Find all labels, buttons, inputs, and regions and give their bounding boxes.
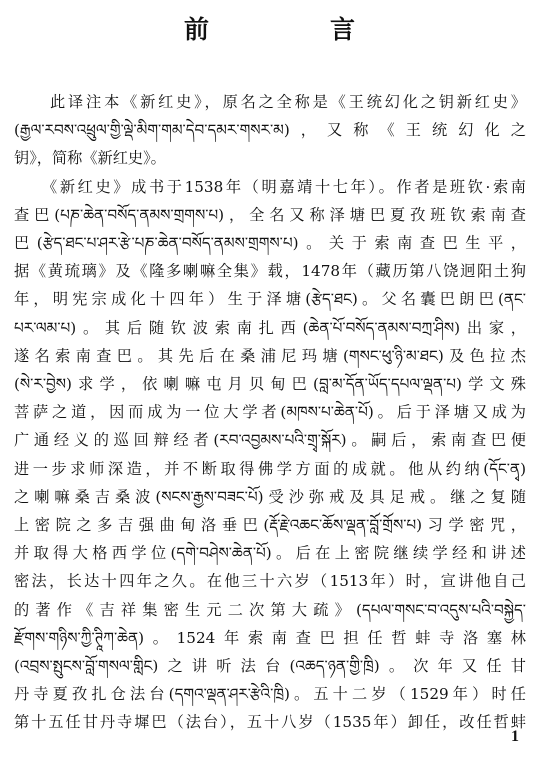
text-line: (སེ་ར་བྱེས)求学，依喇嘛屯月贝甸巴(བླ་མ་དོན་ཡོད་དཔལ་ལྡན་པ)学文殊	[14, 375, 526, 394]
text-line: 遂名索南查巴。其先后在桑浦尼玛塘(གསང་ཕུ་ཉི་མ་ཐང)及色拉杰	[14, 346, 526, 365]
text-line: 的著作《吉祥集密生元二次第大疏》(དཔལ་གསང་བ་འདུས་པའི་བསྐྱེད་	[14, 600, 526, 619]
paragraph	[14, 173, 526, 737]
text-line: 《新红史》成书于1538年（明嘉靖十七年）。作者是班钦·索南	[14, 177, 526, 196]
text-line: (རྒྱལ་རབས་འཕྲུལ་གྱི་ལྡེ་མིག་གམ་དེབ་དམར་གསར་མ)，又称《王统幻化之	[14, 121, 526, 140]
text-line: 之喇嘛桑吉桑波(སངས་རྒྱས་བཟང་པོ)受沙弥戒及具足戒。继之复随	[14, 487, 526, 506]
text-line: 丹寺夏孜扎仓法台(དགའ་ལྡན་ཤར་རྩེའི་ཁྲི)。五十二岁（1529年）时任	[14, 685, 526, 704]
text-line: 上密院之多吉强曲甸洛垂巴(རྡོ་རྗེ་འཆང་ཆོས་ལྡན་བློ་གྲོས་པ)习学密咒，	[14, 516, 526, 535]
body-text	[14, 88, 526, 737]
text-line: 第十五任甘丹寺墀巴（法台），五十八岁（1535年）卸任，改任哲蚌	[14, 713, 526, 732]
text-line: 此译注本《新红史》，原名之全称是《王统幻化之钥新红史》	[14, 93, 526, 111]
text-line: པར་ལམ་པ)。其后随钦波索南扎西(ཆེན་པོ་བསོད་ནམས་བཀྲ་ཤིས)出家，	[14, 318, 526, 337]
page-number: 1	[511, 728, 519, 745]
text-line: 并取得大格西学位(དགེ་བཤེས་ཆེན་པོ)。后在上密院继续学经和讲述	[14, 544, 526, 563]
text-line: 年，明宪宗成化十四年）生于泽塘(རྩེད་ཐང)。父名囊巴朗巴(ནང་	[14, 290, 526, 309]
text-line: 巴(རྩེད་ཐང་པ་ཤར་རྩེ་པཎ་ཆེན་བསོད་ནམས་གྲགས་པ)。关于索南查巴生平，	[14, 234, 526, 253]
text-line: 进一步求师深造，并不断取得佛学方面的成就。他从约纳(དོང་ནྭ)	[14, 459, 526, 478]
text-line: 查巴(པཎ་ཆེན་བསོད་ནམས་གྲགས་པ)，全名又称泽塘巴夏孜班钦索南查	[14, 205, 526, 224]
text-line: 钥》，简称《新红史》。	[14, 149, 166, 168]
text-line: 广通经义的巡回辩经者(རབ་འབྱམས་པའི་གྲྭ་སྐོར)。嗣后，索南查巴便	[14, 431, 526, 450]
page-title: 前 言	[183, 15, 403, 44]
text-line: རྫོགས་གཉིས་ཀྱི་ཊཱིཀ་ཆེན)。1524年索南查巴担任哲蚌寺洛塞林	[14, 628, 526, 647]
text-line: 菩萨之道，因而成为一位大学者(མཁས་པ་ཆེན་པོ)。后于泽塘又成为	[14, 403, 526, 422]
text-line: 据《黄琉璃》及《隆多喇嘛全集》载，1478年（藏历第八饶迥阳土狗	[14, 262, 526, 281]
text-line: (འབྲས་སྤུངས་བློ་གསལ་གླིང)之讲听法台(འཆད་ཉན་གྱི་ཁྲི)。次年又任甘	[14, 657, 526, 676]
text-line: 密法，长达十四年之久。在他三十六岁（1513年）时，宣讲他自己	[14, 572, 526, 591]
paragraph	[14, 88, 526, 173]
